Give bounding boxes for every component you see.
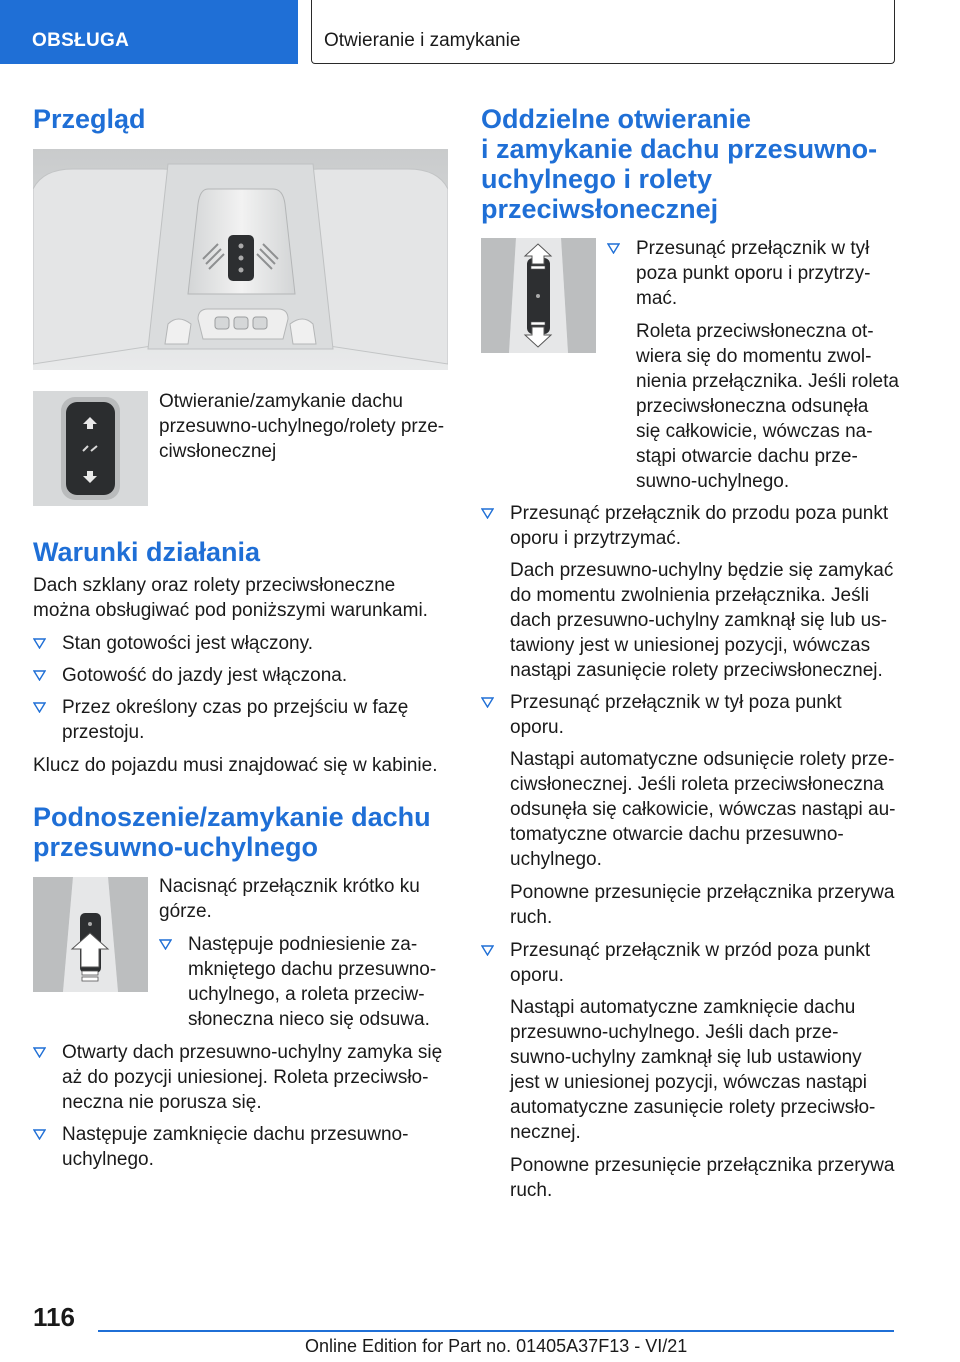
heading-podnoszenie: Podnoszenie/zamykanie dachu przesuwno-uchylnego	[33, 802, 431, 862]
list-item: Gotowość do jazdy jest włączona.	[33, 663, 448, 688]
switch-image	[33, 391, 148, 506]
switch-slide-illustration	[481, 238, 596, 353]
r2-description: Dach przesuwno-uchylny będzie się zamykać do momentu zwolnienia przełącznika. Jeśli dach przesuwno-uchylny zamknął się lub us- tawiony jest w uniesionej pozycji, wówczas nastąpi zasunięcie rolety przeciwsłonecznej.	[510, 560, 894, 681]
r1-description: Roleta przeciwsłoneczna ot- wiera się do momentu zwol- nienia przełącznika. Jeśli roleta przeciwsłoneczna odsunęła się całkowicie, wówczas na- stąpi otwarcie dachu prze- suwno-uchylnego.	[636, 321, 899, 492]
list-item: Stan gotowości jest włączony.	[33, 631, 448, 656]
list-item: Przesunąć przełącznik w tył poza punkt oporu i przytrzy- mać.	[607, 236, 897, 311]
nacisnac-paragraph: Nacisnąć przełącznik krótko ku górze.	[159, 876, 420, 922]
caption-text: Otwieranie/zamykanie dachu przesuwno-uchylnego/rolety prze- ciwsłonecznej	[159, 391, 445, 462]
list-item: Otwarty dach przesuwno-uchylny zamyka się aż do pozycji uniesionej. Roleta przeciwsło- neczna nie porusza się.	[33, 1040, 453, 1115]
warunki-paragraph: Dach szklany oraz rolety przeciwsłoneczne można obsługiwać pod poniższymi warunkami.	[33, 575, 428, 621]
list-item: Przez określony czas po przejściu w fazę przestoju.	[33, 695, 448, 745]
r4-description: Nastąpi automatyczne zamknięcie dachu przesuwno-uchylnego. Jeśli dach prze- suwno-uchylny zamknął się lub ustawiony jest w uniesionej pozycji, wówczas nastąpi automatyczne zasunięcie rolety przeciwsło- necznej.	[510, 997, 876, 1143]
switch-up-image	[33, 877, 148, 992]
heading-oddzielne: Oddzielne otwieranie i zamykanie dachu przesuwno- uchylnego i rolety przeciwsłonecznej	[481, 104, 878, 224]
list-item: Przesunąć przełącznik do przodu poza punkt oporu i przytrzymać.	[481, 501, 901, 551]
switch-push-up-illustration	[33, 877, 148, 992]
r3-description: Nastąpi automatyczne odsunięcie rolety prze- ciwsłonecznej. Jeśli roleta przeciwsłoneczna odsunęła się całkowicie, wówczas nastąpi au- tomatyczne otwarcie dachu przesuwno- uchylnego.	[510, 749, 896, 870]
klucz-paragraph: Klucz do pojazdu musi znajdować się w kabinie.	[33, 755, 438, 776]
section-tab	[0, 0, 298, 64]
chapter-title: Otwieranie i zamykanie	[324, 30, 521, 51]
chapter-tab	[311, 0, 895, 64]
heading-przeglad: Przegląd	[33, 104, 146, 134]
footer-edition: Online Edition for Part no. 01405A37F13 - VI/21	[305, 1336, 688, 1356]
list-item: Następuje zamknięcie dachu przesuwno- uchylnego.	[33, 1122, 453, 1172]
r3-extra: Ponowne przesunięcie przełącznika przerywa ruch.	[510, 882, 895, 928]
roof-switch-illustration	[33, 391, 148, 506]
list-item: Przesunąć przełącznik w tył poza punkt oporu.	[481, 690, 901, 740]
headliner-illustration	[33, 149, 448, 370]
list-item: Następuje podniesienie za- mkniętego dachu przesuwno- uchylnego, a roleta przeciw- słoneczna nieco się odsuwa.	[159, 932, 449, 1032]
overview-image	[33, 149, 448, 370]
heading-warunki: Warunki działania	[33, 537, 261, 567]
section-title: OBSŁUGA	[32, 30, 130, 51]
footer-divider	[98, 1330, 894, 1332]
switch-slide-image	[481, 238, 596, 353]
page-number: 116	[33, 1302, 75, 1332]
list-item: Przesunąć przełącznik w przód poza punkt oporu.	[481, 938, 901, 988]
r4-extra: Ponowne przesunięcie przełącznika przerywa ruch.	[510, 1155, 895, 1201]
